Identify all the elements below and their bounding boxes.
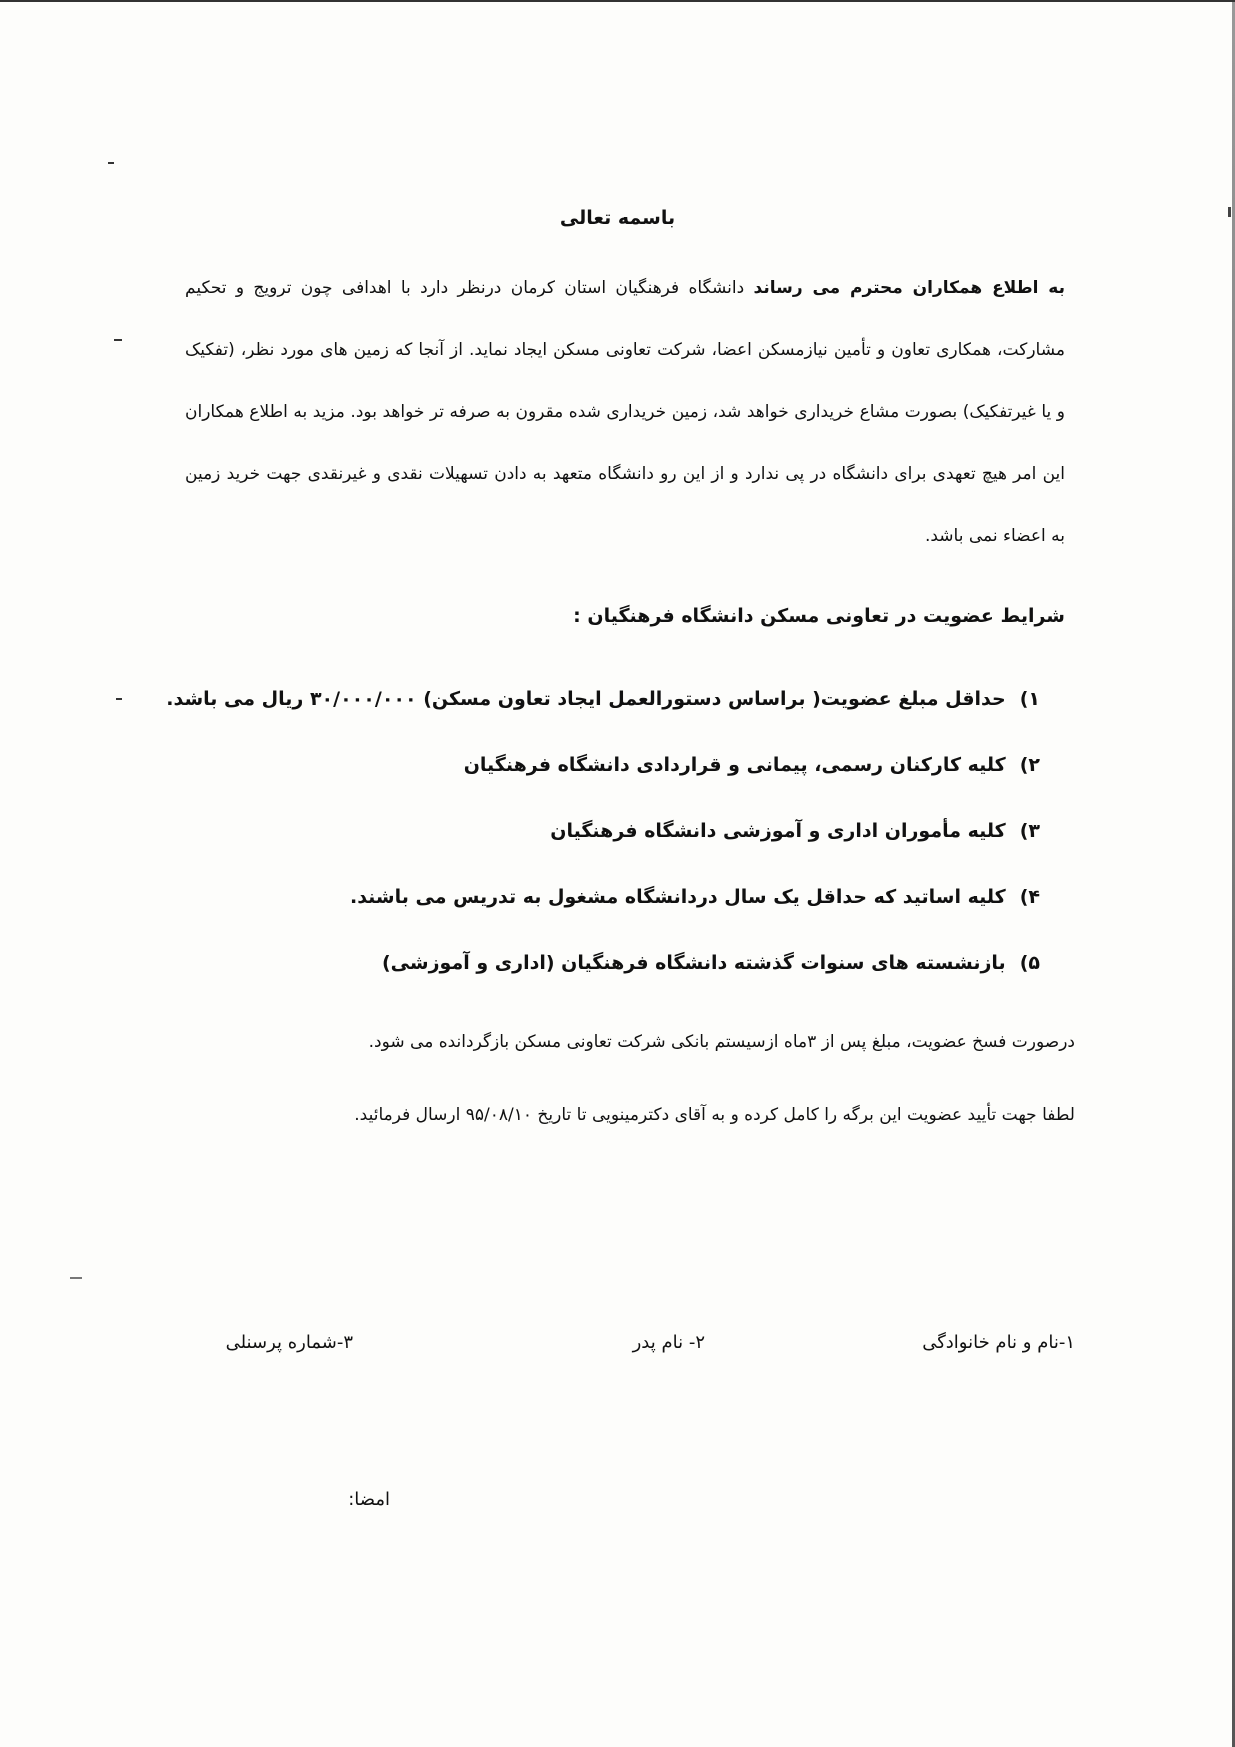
condition-text: کلیه کارکنان رسمی، پیمانی و قراردادی دانشگاه فرهنگیان xyxy=(463,754,1006,776)
condition-item xyxy=(185,814,1040,880)
scan-artifact xyxy=(108,162,114,164)
name-field-label[interactable]: ۱-نام و نام خانوادگی xyxy=(922,1332,1075,1353)
condition-number: ۴) xyxy=(1019,886,1040,908)
member-form-fields xyxy=(225,1332,1075,1362)
personnel-number-field-label[interactable]: ۳-شماره پرسنلی xyxy=(225,1332,353,1353)
condition-item xyxy=(185,946,1040,1012)
father-name-field-label[interactable]: ۲- نام پدر xyxy=(632,1332,705,1353)
scan-artifact xyxy=(116,698,122,700)
intro-lead: به اطلاع همکاران محترم می رساند xyxy=(753,278,1065,298)
conditions-heading: شرایط عضویت در تعاونی مسکن دانشگاه فرهنگیان : xyxy=(573,605,1065,627)
intro-paragraph xyxy=(185,257,1065,567)
condition-item xyxy=(185,880,1040,946)
refund-note: درصورت فسخ عضویت، مبلغ پس از ۳ماه ازسیستم بانکی شرکت تعاونی مسکن بازگردانده می شود. xyxy=(368,1032,1075,1052)
letter-title: باسمه تعالی xyxy=(559,207,676,229)
condition-number: ۵) xyxy=(1019,952,1040,974)
condition-text: کلیه اساتید که حداقل یک سال دردانشگاه مشغول به تدریس می باشند. xyxy=(349,886,1006,908)
conditions-list xyxy=(166,682,1040,1012)
condition-item xyxy=(166,682,1040,748)
condition-number: ۳) xyxy=(1019,820,1040,842)
scan-artifact xyxy=(114,339,122,341)
intro-body: دانشگاه فرهنگیان استان کرمان درنظر دارد با اهدافی چون ترویج و تحکیم مشارکت، همکاری تعاون و تأمین نیازمسکن اعضا، شرکت تعاونی مسکن ایجاد نماید. از آنجا که زمین های مورد نظر، (تفکیک و یا غیرتفکیک) بصورت مشاع خریداری خواهد شد، زمین خریداری شده مقرون به صرفه تر خواهد بود. مزید به اطلاع همکاران این امر هیچ تعهدی برای دانشگاه در پی ندارد و از این رو دانشگاه متعهد به دادن تسهیلات نقدی و غیرنقدی جهت خرید زمین به اعضاء نمی باشد. xyxy=(185,278,1065,546)
scan-artifact xyxy=(70,1277,82,1279)
submit-note: لطفا جهت تأیید عضویت این برگه را کامل کرده و به آقای دکترمینویی تا تاریخ ۹۵/۰۸/۱۰ ارسال فرمائید. xyxy=(354,1105,1075,1125)
condition-text: بازنشسته های سنوات گذشته دانشگاه فرهنگیان (اداری و آموزشی) xyxy=(382,952,1006,974)
condition-text: حداقل مبلغ عضویت( براساس دستورالعمل ایجاد تعاون مسکن) ۳۰/۰۰۰/۰۰۰ ریال می باشد. xyxy=(166,688,1006,710)
condition-item xyxy=(185,748,1040,814)
condition-text: کلیه مأموران اداری و آموزشی دانشگاه فرهنگیان xyxy=(550,820,1006,842)
signature-label[interactable]: امضا: xyxy=(348,1489,390,1510)
condition-number: ۱) xyxy=(1019,688,1040,710)
condition-number: ۲) xyxy=(1019,754,1040,776)
